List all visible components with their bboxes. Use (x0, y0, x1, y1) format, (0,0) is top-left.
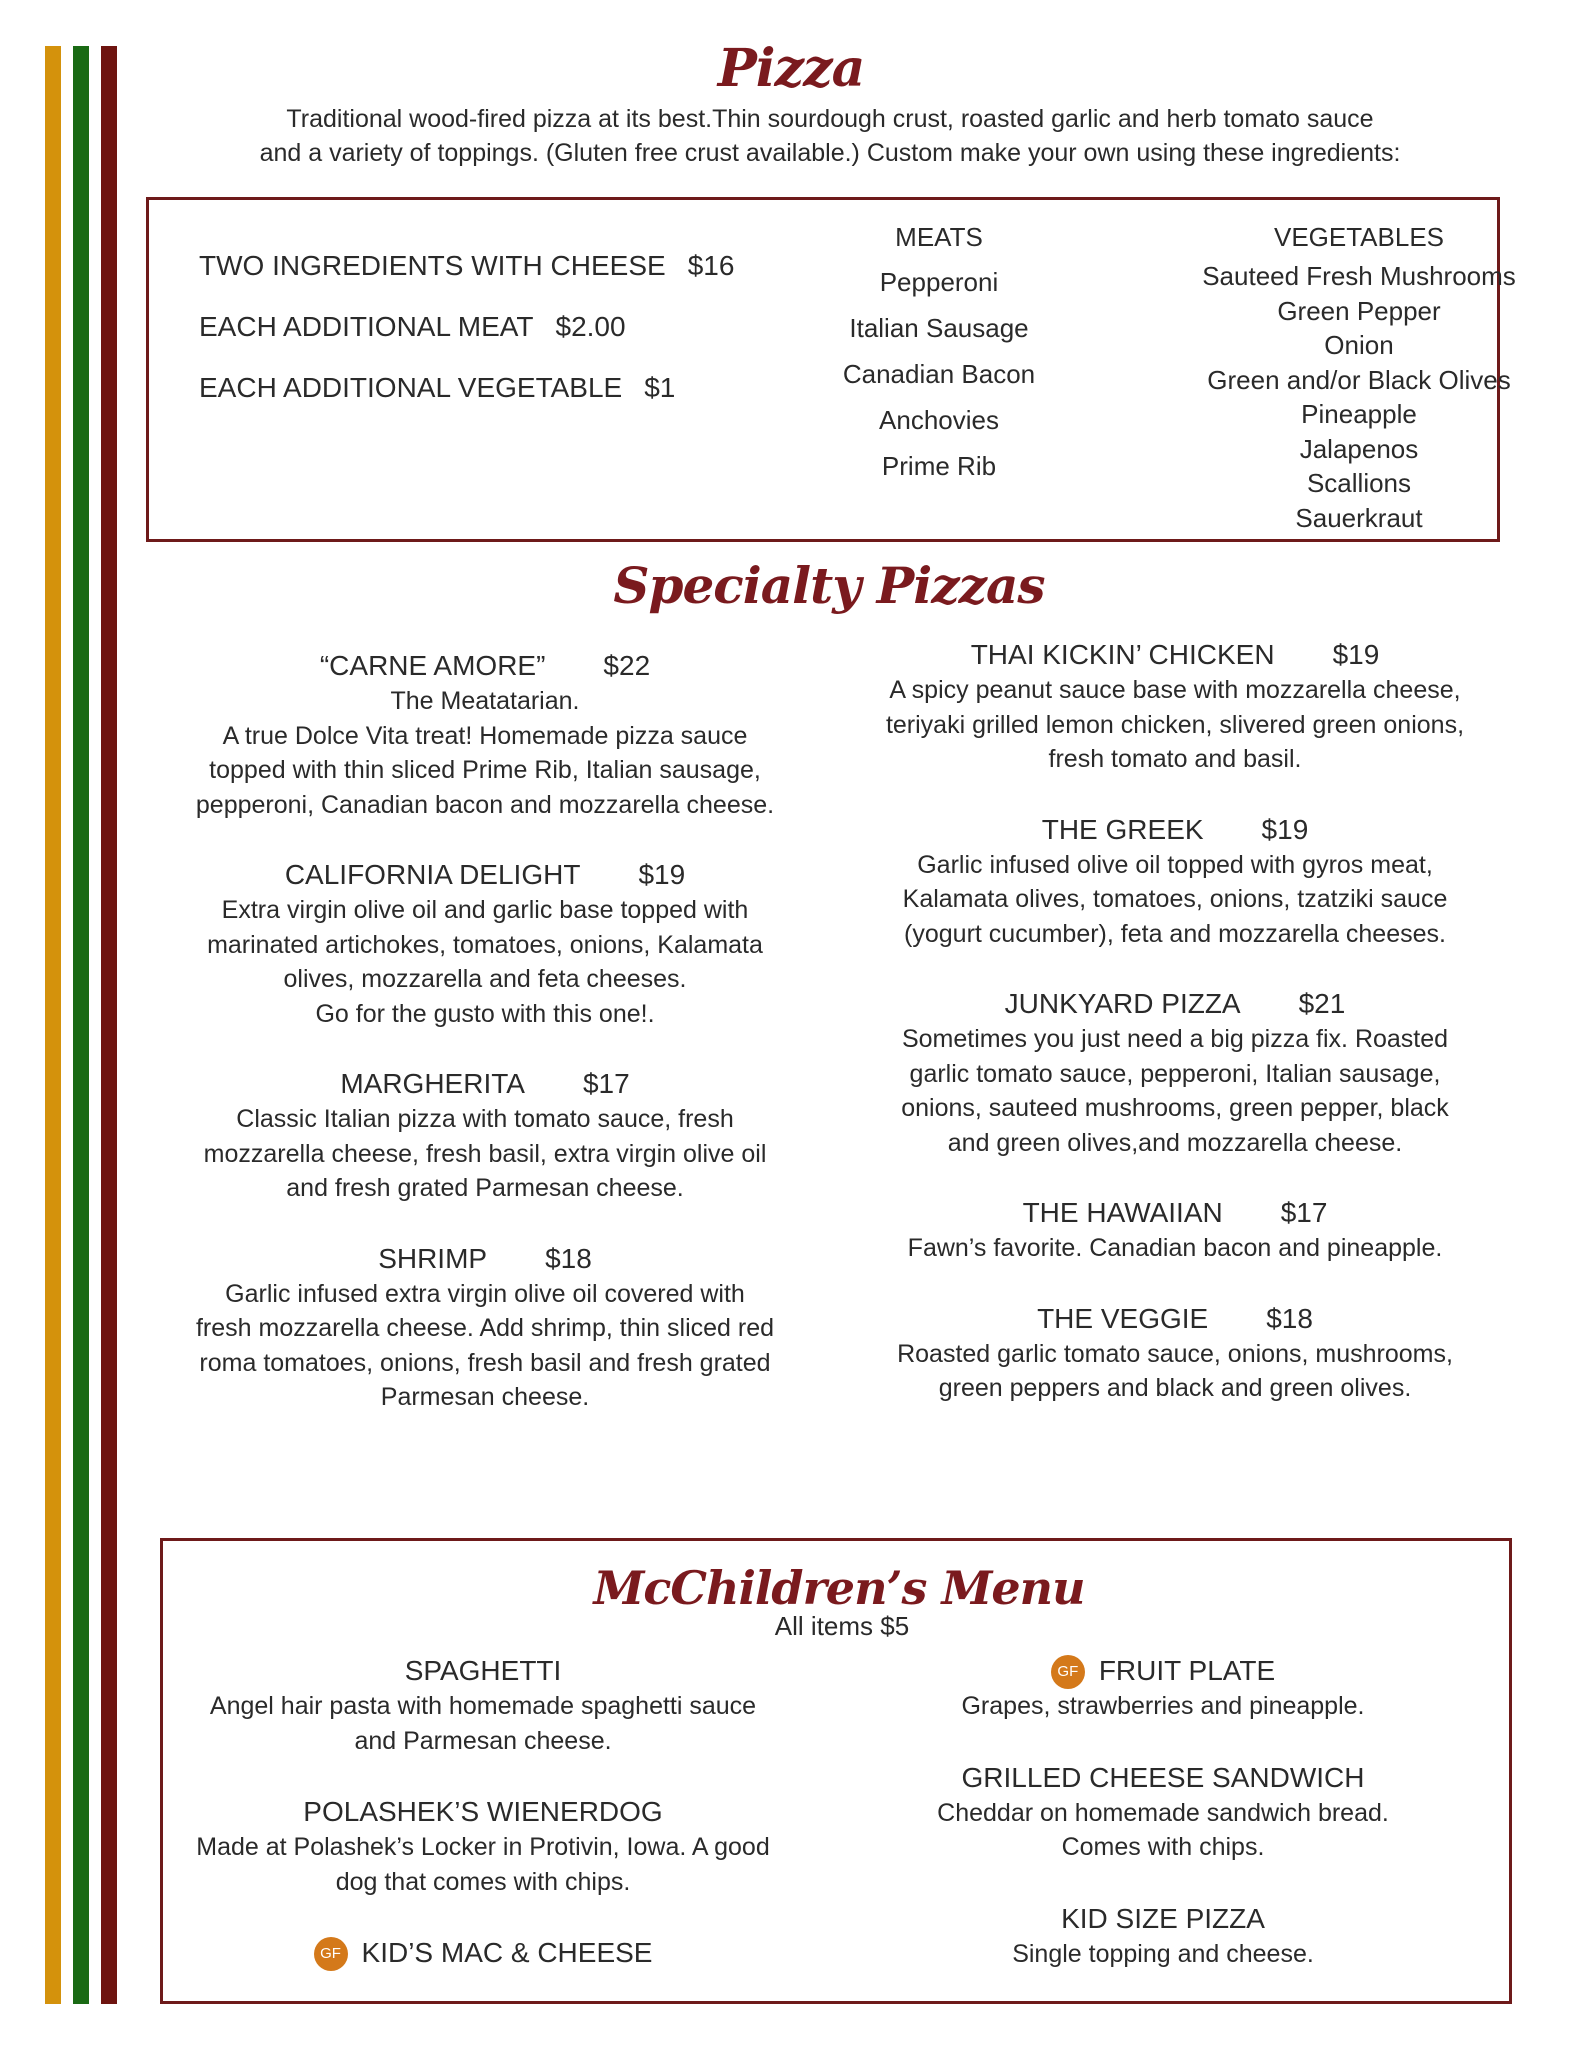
pizza-name: CALIFORNIA DELIGHT (284, 859, 581, 890)
stripe-maroon (101, 46, 117, 2004)
specialty-left-column (170, 648, 800, 1450)
kids-menu-box (160, 1538, 1512, 2004)
kids-item-name-row (853, 1760, 1473, 1796)
specialty-right-column (860, 637, 1490, 1441)
pizza-name-row (860, 1301, 1490, 1337)
description-line: Sometimes you just need a big pizza fix. Roasted (901, 1025, 1449, 1053)
kids-item (853, 1901, 1473, 1972)
meat-item: Canadian Bacon (842, 359, 1036, 389)
description-line: A spicy peanut sauce base with mozzarella cheese, (889, 676, 1461, 704)
pizza-item (170, 648, 800, 822)
description-line: Cheddar on homemade sandwich bread. (937, 1798, 1389, 1827)
pizza-name-row (170, 857, 800, 893)
pizza-item (170, 857, 800, 1031)
kids-title: McChildren’s Menu (593, 1561, 1085, 1615)
kids-item-name-row (183, 1794, 783, 1830)
description-line: Garlic infused olive oil topped with gyros meat, (917, 850, 1433, 879)
pizza-price: $18 (1266, 1302, 1313, 1334)
description-line: Roasted garlic tomato sauce, onions, mushrooms, (897, 1339, 1453, 1368)
pricing-price: $1 (644, 372, 676, 403)
pricing-row (199, 372, 734, 433)
pricing-price: $2.00 (555, 311, 626, 342)
description-line: Made at Polashek’s Locker in Protivin, Iowa. A good (196, 1833, 770, 1861)
description-line: The Meatatarian. (390, 687, 580, 715)
kids-item-name-row (183, 1935, 783, 1971)
pizza-name: MARGHERITA (340, 1068, 525, 1099)
description-line: onions, sauteed mushrooms, green pepper, black (901, 1094, 1449, 1122)
pizza-description (170, 684, 800, 822)
kids-item (853, 1653, 1473, 1724)
pizza-name: SHRIMP (378, 1242, 488, 1274)
vegetable-item: Scallions (1306, 468, 1412, 498)
meats-list (789, 215, 1089, 489)
meat-item: Italian Sausage (849, 313, 1029, 343)
pizza-name-row (170, 1066, 800, 1102)
description-line: Extra virgin olive oil and garlic base topped with (221, 896, 749, 924)
pizza-item (860, 1301, 1490, 1406)
description-line: green peppers and black and green olives. (938, 1374, 1412, 1402)
pizza-name-row (860, 1195, 1490, 1231)
kids-right-column (853, 1653, 1473, 2007)
description-line: olives, mozzarella and feta cheeses. (283, 965, 687, 993)
description-line: garlic tomato sauce, pepperoni, Italian sausage, (909, 1059, 1441, 1088)
pizza-name: “CARNE AMORE” (319, 650, 546, 681)
pizza-name-row (860, 986, 1490, 1022)
pizza-name: THE HAWAIIAN (1022, 1197, 1223, 1228)
kids-item (853, 1760, 1473, 1865)
description-line: fresh mozzarella cheese. Add shrimp, thin sliced red (195, 1314, 775, 1342)
description-line: Grapes, strawberries and pineapple. (961, 1692, 1365, 1720)
kids-item-name: GRILLED CHEESE SANDWICH (961, 1761, 1365, 1793)
meat-item: Prime Rib (881, 451, 997, 481)
pizza-name: THAI KICKIN’ CHICKEN (970, 639, 1275, 670)
meat-item: Pepperoni (879, 267, 999, 297)
gluten-free-badge-icon: GF (1051, 1655, 1085, 1689)
vegetable-item: Pineapple (1301, 399, 1417, 429)
description-line: (yogurt cucumber), feta and mozzarella cheeses. (904, 919, 1446, 948)
kids-item-name: KID SIZE PIZZA (1061, 1902, 1265, 1934)
description-line: topped with thin sliced Prime Rib, Italian sausage, (209, 756, 761, 784)
pizza-title: Pizza (717, 38, 865, 99)
vegetables-list (1109, 215, 1582, 535)
pizza-price: $19 (638, 859, 686, 890)
vegetables-heading: VEGETABLES (1273, 222, 1445, 252)
pizza-description (860, 1337, 1490, 1406)
description-line: dog that comes with chips. (335, 1867, 631, 1896)
description-line: Single topping and cheese. (1012, 1939, 1314, 1968)
description-line: teriyaki grilled lemon chicken, slivered green onions, (885, 710, 1465, 739)
pizza-item (170, 1241, 800, 1415)
pizza-description (860, 673, 1490, 777)
kids-item (183, 1935, 783, 1971)
pizza-price: $21 (1298, 988, 1346, 1019)
vegetable-item: Green Pepper (1277, 295, 1441, 326)
description-line: Go for the gusto with this one!. (315, 999, 655, 1028)
vegetable-item: Green and/or Black Olives (1207, 364, 1511, 395)
vegetable-item: Onion (1324, 330, 1394, 360)
description-line: and green olives,and mozzarella cheese. (947, 1128, 1403, 1157)
kids-item-name: KID’S MAC & CHEESE (361, 1937, 653, 1968)
kids-item-name: FRUIT PLATE (1098, 1655, 1276, 1686)
pizza-price: $22 (603, 650, 651, 681)
pizza-description (170, 1102, 800, 1206)
description-line: Angel hair pasta with homemade spaghetti sauce (209, 1692, 757, 1720)
description-line: Comes with chips. (1061, 1833, 1265, 1861)
pizza-name: THE VEGGIE (1037, 1302, 1209, 1334)
description-line: and Parmesan cheese. (354, 1726, 612, 1755)
pizza-intro-line: Traditional wood-fired pizza at its best.Thin sourdough crust, roasted garlic and herb tomato sauce (286, 105, 1374, 133)
pizza-name-row (860, 637, 1490, 673)
kids-item (183, 1794, 783, 1899)
pizza-item (860, 812, 1490, 952)
pizza-name-row (860, 812, 1490, 848)
pricing-label: TWO INGREDIENTS WITH CHEESE (199, 250, 666, 281)
description-line: and fresh grated Parmesan cheese. (286, 1174, 684, 1202)
description-line: pepperoni, Canadian bacon and mozzarella cheese. (195, 790, 775, 819)
pizza-description (860, 1022, 1490, 1160)
kids-item-name-row (853, 1901, 1473, 1937)
description-line: Classic Italian pizza with tomato sauce, fresh (236, 1105, 734, 1133)
stripe-gold (45, 46, 61, 2004)
vegetable-item: Sauteed Fresh Mushrooms (1202, 261, 1516, 291)
pricing-row (199, 250, 734, 311)
description-line: fresh tomato and basil. (1048, 745, 1302, 773)
description-line: Kalamata olives, tomatoes, onions, tzatziki sauce (902, 885, 1448, 913)
pizza-name-row (170, 1241, 800, 1277)
kids-item-name: POLASHEK’S WIENERDOG (303, 1796, 663, 1827)
pricing-row (199, 311, 734, 372)
pricing-price: $16 (687, 250, 735, 281)
pizza-item (170, 1066, 800, 1206)
description-line: A true Dolce Vita treat! Homemade pizza sauce (222, 721, 748, 750)
description-line: mozzarella cheese, fresh basil, extra virgin olive oil (203, 1139, 767, 1168)
pricing-label: EACH ADDITIONAL VEGETABLE (199, 372, 623, 403)
pizza-description (170, 1277, 800, 1415)
description-line: Garlic infused extra virgin olive oil covered with (225, 1279, 745, 1308)
pizza-description (860, 848, 1490, 952)
gluten-free-badge-icon: GF (314, 1937, 348, 1971)
description-line: roma tomatoes, onions, fresh basil and fresh grated (199, 1348, 771, 1377)
description-line: Parmesan cheese. (380, 1383, 590, 1411)
pizza-description (860, 1231, 1490, 1266)
pizza-price: $17 (1280, 1197, 1328, 1228)
pricing-list (199, 250, 734, 433)
kids-item-name-row (853, 1653, 1473, 1689)
pizza-price: $19 (1332, 639, 1380, 670)
kids-left-column (183, 1653, 783, 2007)
description-line: Fawn’s favorite. Canadian bacon and pineapple. (907, 1234, 1443, 1262)
pizza-intro (180, 102, 1480, 170)
pizza-intro-line: and a variety of toppings. (Gluten free crust available.) Custom make your own using these ingredients: (259, 139, 1401, 167)
meats-heading: MEATS (895, 222, 983, 252)
pizza-item (860, 637, 1490, 777)
pizza-item (860, 1195, 1490, 1266)
pizza-item (860, 986, 1490, 1160)
pizza-price: $17 (582, 1068, 630, 1099)
build-your-own-box (146, 197, 1516, 542)
kids-item (183, 1653, 783, 1758)
pizza-description (170, 893, 800, 1031)
pizza-price: $18 (545, 1242, 592, 1274)
pizza-price: $19 (1261, 813, 1309, 845)
kids-subtitle: All items $5 (774, 1611, 910, 1641)
kids-item-name: SPAGHETTI (404, 1655, 562, 1686)
pizza-name: THE GREEK (1041, 813, 1204, 845)
specialty-title: Specialty Pizzas (613, 556, 1045, 615)
meat-item: Anchovies (879, 405, 999, 435)
vegetable-item: Jalapenos (1299, 433, 1419, 464)
vegetable-item: Sauerkraut (1295, 502, 1423, 533)
description-line: marinated artichokes, tomatoes, onions, Kalamata (207, 930, 763, 959)
pricing-label: EACH ADDITIONAL MEAT (199, 311, 534, 342)
kids-item-name-row (183, 1653, 783, 1689)
stripe-green (73, 46, 89, 2004)
pizza-name-row (170, 648, 800, 684)
pizza-name: JUNKYARD PIZZA (1004, 988, 1241, 1019)
